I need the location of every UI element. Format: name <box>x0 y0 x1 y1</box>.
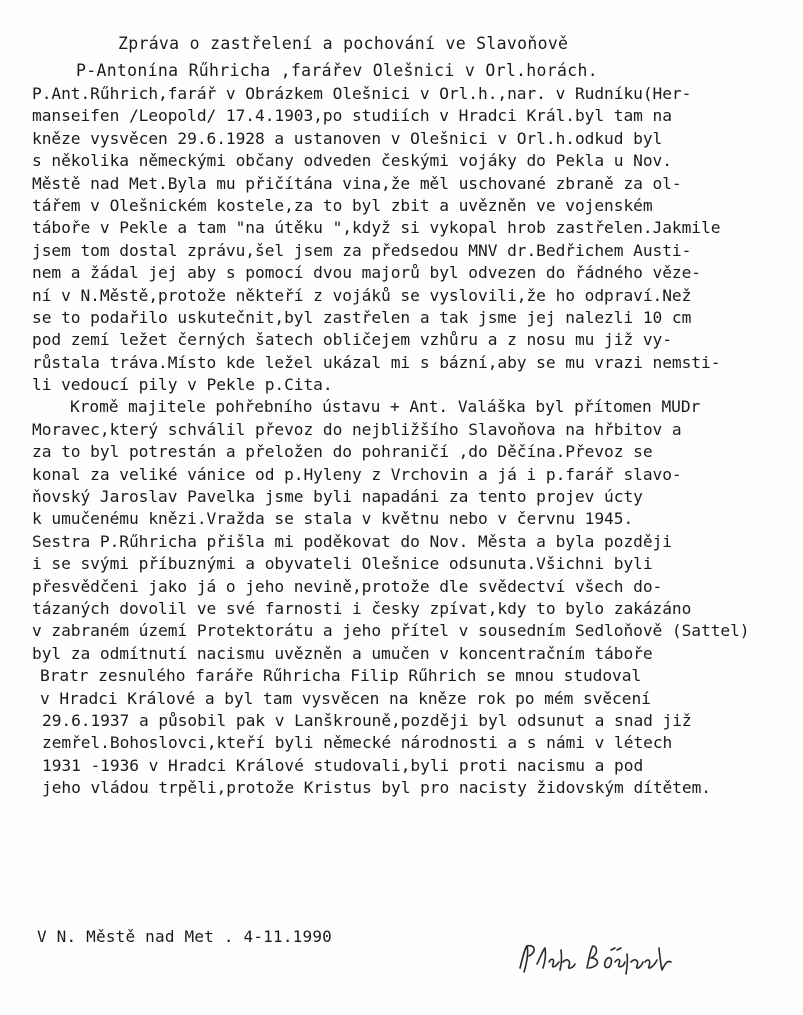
text-line: v Hradci Králové a byl tam vysvěcen na kněze rok po mém svěcení <box>40 688 651 708</box>
text-line: kněze vysvěcen 29.6.1928 a ustanoven v Olešnici v Orl.h.odkud byl <box>32 128 663 148</box>
text-line: tářem v Olešnickém kostele,za to byl zbit a uvězněn ve vojenském <box>32 195 653 215</box>
text-line: konal za veliké vánice od p.Hyleny z Vrchovin a já i p.farář slavo- <box>32 464 682 484</box>
text-line: pod zemí ležet černých šatech obličejem vzhůru a z nosu mu již vy- <box>32 330 672 350</box>
text-line: jsem tom dostal zprávu,šel jsem za předsedou MNV dr.Bedřichem Austi- <box>32 240 692 260</box>
text-line: byl za odmítnutí nacismu uvězněn a umučen v koncentračním táboře <box>32 643 653 663</box>
text-line: za to byl potrestán a přeložen do pohraničí ,do Děčína.Převoz se <box>32 442 653 462</box>
text-line: Bratr zesnulého faráře Rűhricha Filip Rűhrich se mnou studoval <box>40 666 642 686</box>
text-line: P.Ant.Rűhrich,farář v Obrázkem Olešnici v Orl.h.,nar. v Rudníku(Her- <box>32 84 692 103</box>
text-line: zemřel.Bohoslovci,kteří byli německé národnosti a s námi v létech <box>42 733 673 753</box>
text-line: Městě nad Met.Byla mu přičítána vina,že měl uschované zbraně za ol- <box>32 173 682 193</box>
text-line: tázaných dovolil ve své farnosti i česky zpívat,kdy to bylo zakázáno <box>32 598 692 618</box>
text-line: ní v N.Městě,protože někteří z vojáků se vyslovili,že ho odpraví.Než <box>32 285 692 305</box>
letter-body <box>0 83 803 800</box>
text-line: se to podařilo uskutečnit,byl zastřelen a tak jsme jej nalezli 10 cm <box>32 307 692 327</box>
title-line-1: Zpráva o zastřelení a pochování ve Slavoňově <box>118 34 569 53</box>
text-line: k umučenému knězi.Vražda se stala v květnu nebo v červnu 1945. <box>32 509 634 529</box>
text-line: v zabraném území Protektorátu a jeho přítel v sousedním Sedloňově (Sattel) <box>32 621 750 641</box>
text-line: táboře v Pekle a tam "na útěku ",když si vykopal hrob zastřelen.Jakmile <box>32 218 721 238</box>
handwritten-signature <box>515 938 680 978</box>
text-line: li vedoucí pily v Pekle p.Cita. <box>32 375 333 395</box>
text-line: růstala tráva.Místo kde ležel ukázal mi s bázní,aby se mu vrazi nemsti- <box>32 352 721 372</box>
text-line: přesvědčeni jako já o jeho nevině,protože dle svědectví všech do- <box>32 576 663 596</box>
text-line: 29.6.1937 a působil pak v Lanškrouně,později byl odsunut a snad již <box>42 710 692 730</box>
text-line: ňovský Jaroslav Pavelka jsme byli napadáni za tento projev úcty <box>32 487 643 507</box>
text-line: Moravec,který schválil převoz do nejbližšího Slavoňova na hřbitov a <box>32 419 682 439</box>
place-date-line: V N. Městě nad Met . 4-11.1990 <box>37 927 332 946</box>
text-line: i se svými příbuznými a obyvateli Olešnice odsunuta.Všichni byli <box>32 554 653 574</box>
text-line: Kromě majitele pohřebního ústavu + Ant. Valáška byl přítomen MUDr <box>70 397 701 417</box>
title-line-2: P-Antonína Rűhricha ,farářev Olešnici v Orl.horách. <box>76 61 598 80</box>
text-line: Sestra P.Rűhricha přišla mi poděkovat do Nov. Města a byla později <box>32 531 672 551</box>
text-line: manseifen /Leopold/ 17.4.1903,po studiích v Hradci Král.byl tam na <box>32 106 672 126</box>
text-line: 1931 -1936 v Hradci Králové studovali,byli proti nacismu a pod <box>42 755 644 775</box>
text-line: nem a žádal jej aby s pomocí dvou majorů byl odvezen do řádného věze- <box>32 263 702 283</box>
text-line: s několika německými občany odveden českými vojáky do Pekla u Nov. <box>32 151 672 171</box>
text-line: jeho vládou trpěli,protože Kristus byl pro nacisty židovským dítětem. <box>42 778 712 798</box>
